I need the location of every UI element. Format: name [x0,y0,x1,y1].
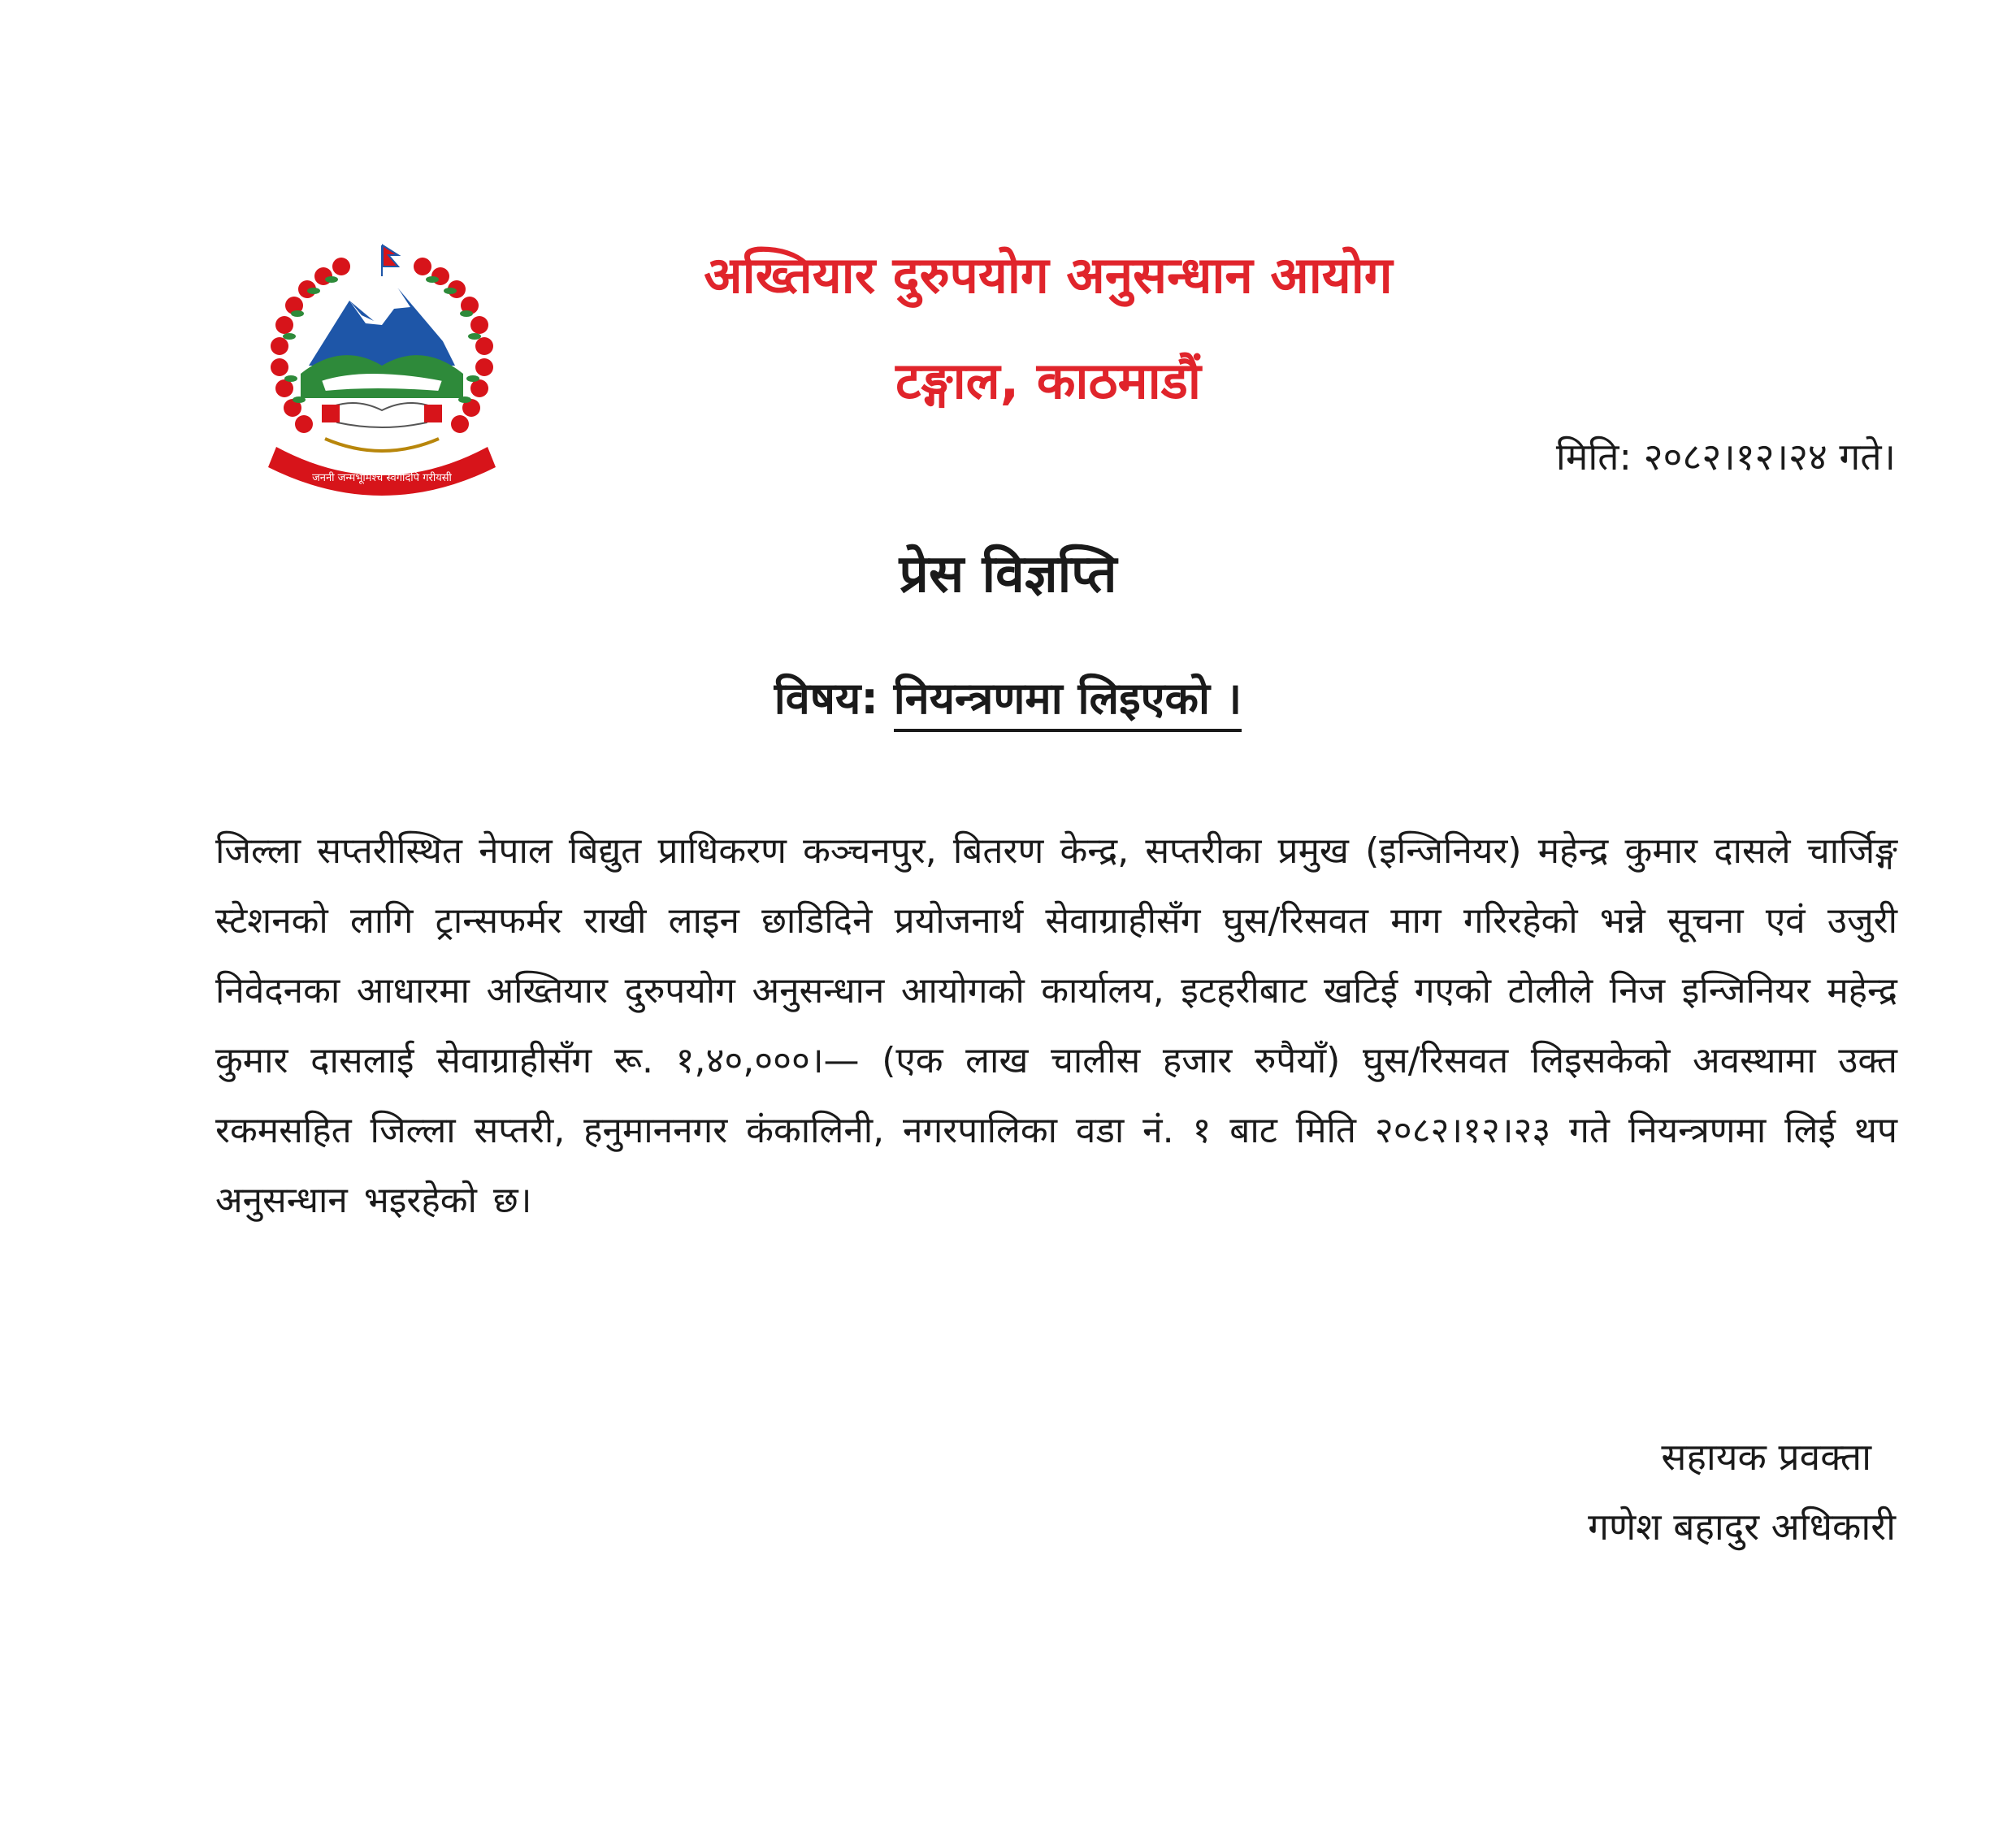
signatory-name: गणेश बहादुर अधिकारी [1588,1505,1896,1549]
signature-block [1588,1422,1896,1562]
date-line: मिति: २०८२।१२।२४ गते। [1555,435,1896,479]
signatory-role: सहायक प्रवक्ता [1661,1435,1871,1479]
org-name: अख्तियार दुरुपयोग अनुसन्धान आयोग [704,245,1393,305]
org-location: टङ्गाल, काठमाडौं [895,351,1201,410]
document-title: प्रेस विज्ञप्ति [899,544,1117,604]
body-paragraph: जिल्ला सप्तरीस्थित नेपाल बिद्युत प्राधिकरण कञ्चनपुर, बितरण केन्द्र, सप्तरीका प्रमुख (इन्जिनियर) महेन्द्र कुमार दासले चार्जिङ्ग स्टेशनको लागि ट्रान्सफर्मर राखी लाइन छाडिदिने प्रयोजनार्थ सेवाग्राहीसँग घुस/रिसवत माग गरिरहेको भन्ने सूचना एवं उजुरी निवेदनका आधारमा अख्तियार दुरुपयोग अनुसन्धान आयोगको कार्यालय, इटहरीबाट खटिई गएको टोलीले निज इन्जिनियर महेन्द्र कुमार दासलाई सेवाग्राहीसँग रू. १,४०,०००।— (एक लाख चालीस हजार रुपैयाँ) घुस/रिसवत लिइसकेको अवस्थामा उक्त रकमसहित जिल्ला सप्तरी, हनुमाननगर कंकालिनी, नगरपालिका वडा नं. १ बाट मिति २०८२।१२।२३ गते नियन्त्रणमा लिई थप अनुसन्धान भइरहेको छ। [215,830,1897,1221]
subject-text: नियन्त्रणमा लिइएको । [894,673,1242,732]
subject-line [0,666,2016,726]
nepal-coat-of-arms-icon [244,244,536,504]
emblem-motto: जननी जन्मभूमिश्च स्वर्गादपि गरीयसी [312,472,452,484]
subject-label: विषय: [774,673,878,724]
